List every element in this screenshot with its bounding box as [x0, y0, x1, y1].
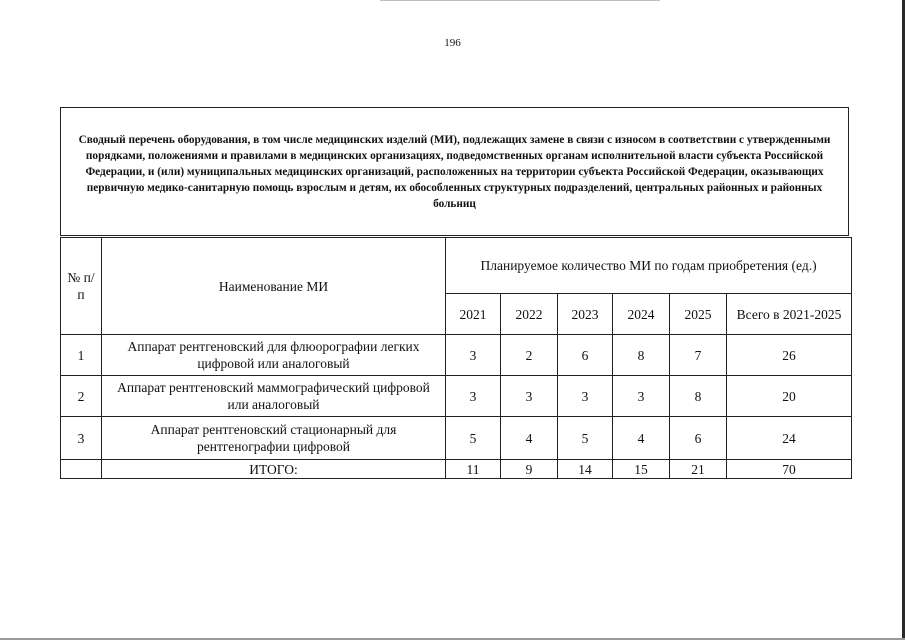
document-title: Сводный перечень оборудования, в том числе медицинских изделий (МИ), подлежащих замене в связи с износом в соответствии с утвержденными порядками, положениями и правилами в медицинских организациях, подведомственных органам исполнительной власти субъекта Российской Федерации, и (или) муниципальных медицинских организаций, расположенных на территории субъекта Российской Федерации, оказывающих первичную медико-санитарную помощь взрослым и детям, их обособленных структурных подразделений, центральных районных и районных больниц	[78, 133, 831, 210]
row-name: Аппарат рентгеновский стационарный для рентгенографии цифровой	[102, 417, 446, 460]
header-year: 2022	[501, 294, 558, 335]
row-total: 20	[727, 376, 852, 417]
header-total: Всего в 2021-2025	[727, 294, 852, 335]
row-total: 26	[727, 335, 852, 376]
totals-row	[61, 460, 852, 479]
row-value: 3	[446, 376, 501, 417]
title-box	[60, 107, 849, 236]
header-row-1	[61, 238, 852, 294]
row-total: 24	[727, 417, 852, 460]
row-name: Аппарат рентгеновский маммографический цифровой или аналоговый	[102, 376, 446, 417]
row-value: 8	[613, 335, 670, 376]
row-value: 5	[558, 417, 613, 460]
row-value: 2	[501, 335, 558, 376]
row-value: 3	[558, 376, 613, 417]
row-value: 5	[446, 417, 501, 460]
table-row	[61, 376, 852, 417]
row-value: 3	[501, 376, 558, 417]
row-num: 2	[61, 376, 102, 417]
totals-value: 11	[446, 460, 501, 479]
header-num: № п/п	[61, 238, 102, 335]
header-years-group: Планируемое количество МИ по годам приобретения (ед.)	[446, 238, 852, 294]
row-num: 3	[61, 417, 102, 460]
table-row	[61, 335, 852, 376]
header-year: 2025	[670, 294, 727, 335]
totals-num-empty	[61, 460, 102, 479]
header-year: 2023	[558, 294, 613, 335]
row-value: 6	[670, 417, 727, 460]
row-value: 4	[501, 417, 558, 460]
header-year: 2024	[613, 294, 670, 335]
totals-label: ИТОГО:	[102, 460, 446, 479]
row-value: 6	[558, 335, 613, 376]
row-value: 3	[613, 376, 670, 417]
row-value: 8	[670, 376, 727, 417]
page-number: 196	[444, 37, 461, 49]
header-name: Наименование МИ	[102, 238, 446, 335]
row-num: 1	[61, 335, 102, 376]
totals-value: 9	[501, 460, 558, 479]
totals-value: 15	[613, 460, 670, 479]
table-row	[61, 417, 852, 460]
row-value: 3	[446, 335, 501, 376]
totals-value: 21	[670, 460, 727, 479]
totals-value: 14	[558, 460, 613, 479]
row-value: 4	[613, 417, 670, 460]
header-year: 2021	[446, 294, 501, 335]
equipment-table	[60, 237, 852, 479]
scan-edge-top	[380, 0, 660, 1]
row-value: 7	[670, 335, 727, 376]
row-name: Аппарат рентгеновский для флюорографии легких цифровой или аналоговый	[102, 335, 446, 376]
totals-grand-total: 70	[727, 460, 852, 479]
